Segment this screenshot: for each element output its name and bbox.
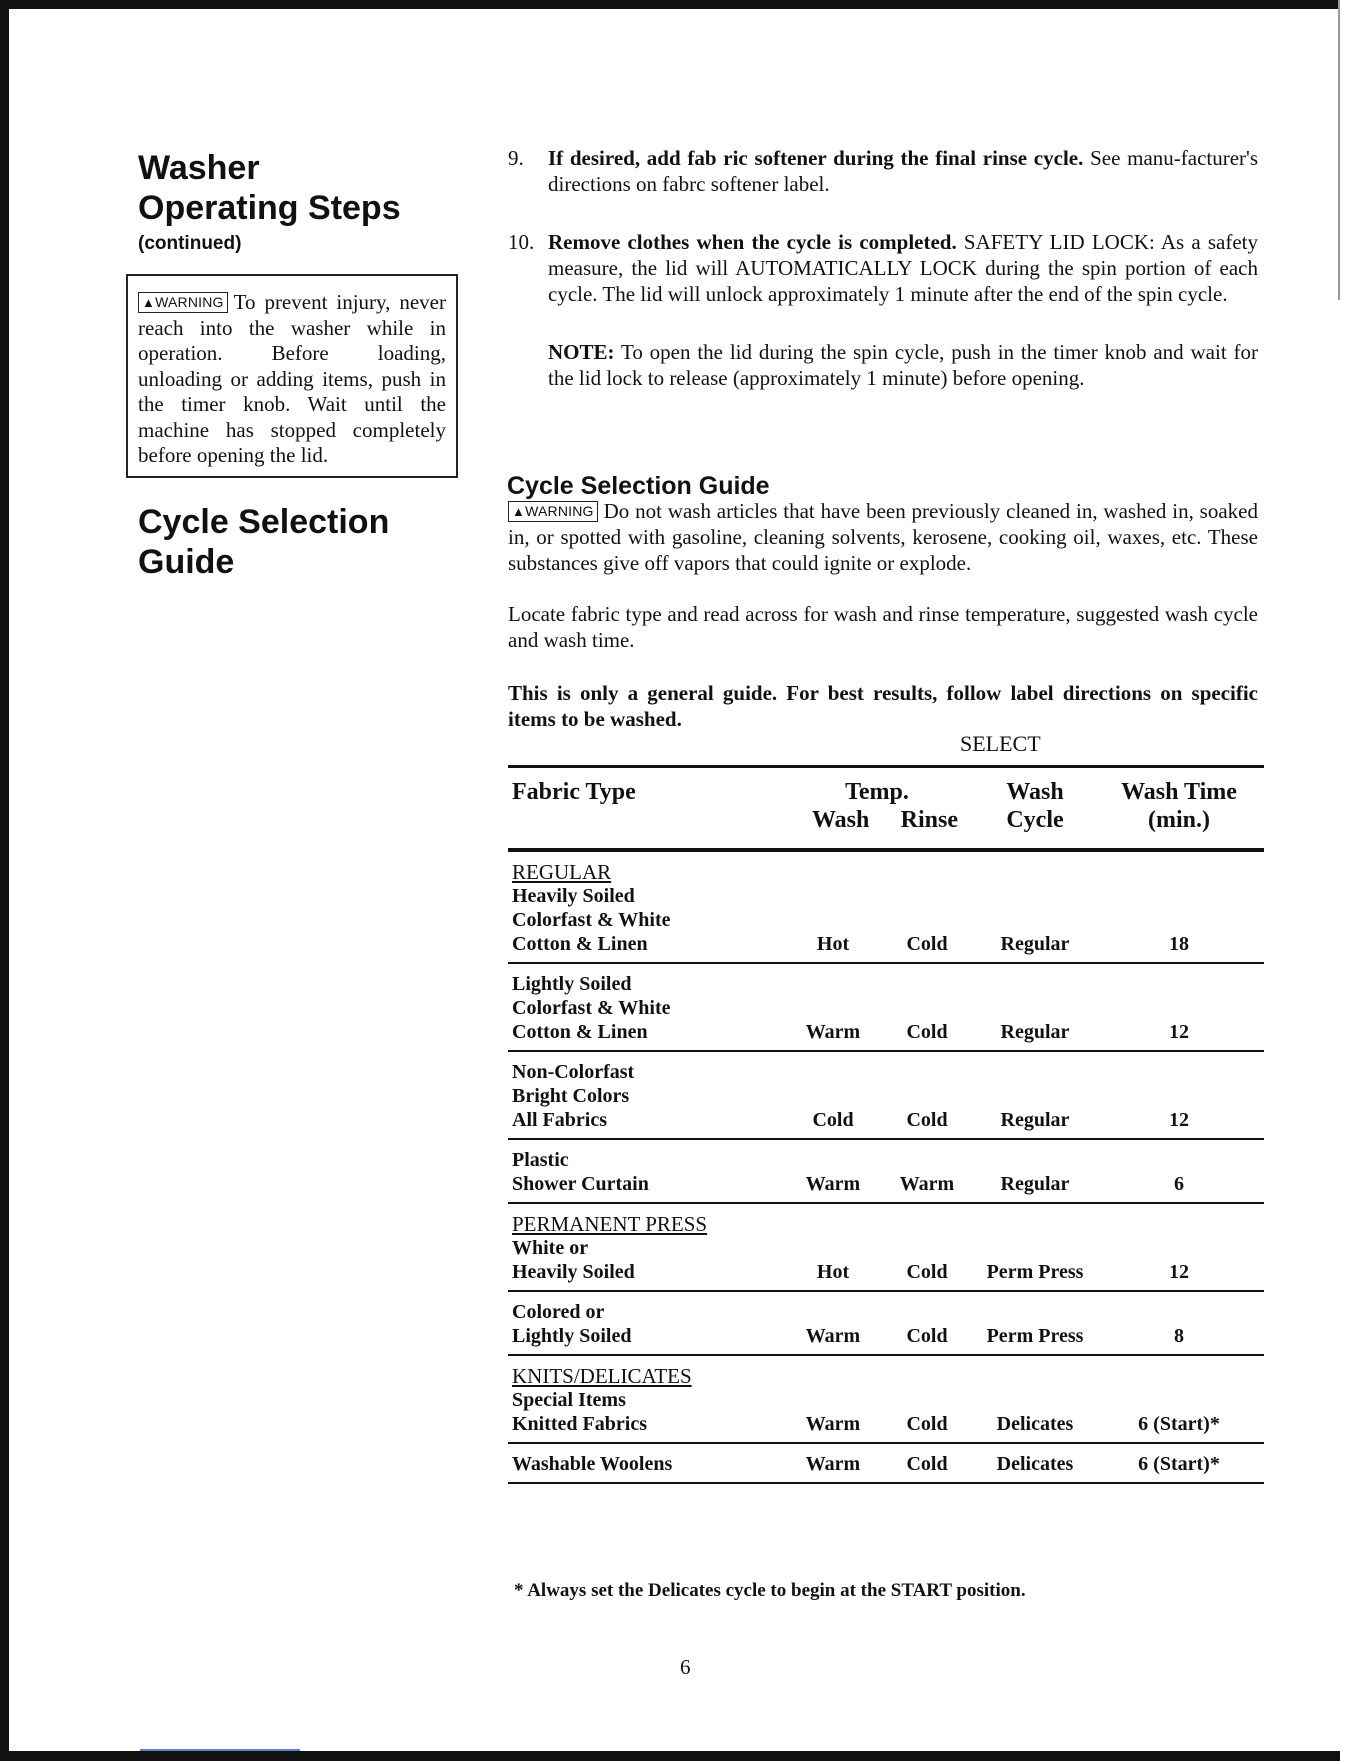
- step-note: [508, 339, 1258, 391]
- wash-time-cell: 6: [1094, 1139, 1264, 1203]
- table-row: [508, 850, 1264, 963]
- page-border-right: [1338, 0, 1340, 300]
- fabric-line: Cotton & Linen: [512, 1021, 648, 1043]
- guide-title-line2: Guide: [138, 543, 235, 581]
- fabric-type-cell: [508, 1291, 788, 1355]
- guide-warning: [508, 498, 1258, 576]
- rinse-temp-cell: Warm: [878, 1139, 976, 1203]
- select-label: SELECT: [960, 731, 1041, 756]
- rinse-temp-cell: Cold: [878, 1443, 976, 1483]
- guide-warning-text: Do not wash articles that have been previously cleaned in, washed in, soaked in, or spotted with gasoline, cleaning solvents, kerosene, cooking oil, waxes, etc. These substances give off vapors that could ignite or explode.: [508, 499, 1258, 575]
- wash-cycle-cell: Delicates: [976, 1355, 1094, 1443]
- header-fabric-type: Fabric Type: [508, 767, 788, 851]
- table-row: [508, 1051, 1264, 1139]
- fabric-line: Heavily Soiled: [512, 1261, 635, 1283]
- wash-cycle-cell: Regular: [976, 850, 1094, 963]
- step-bold: Remove clothes when the cycle is completed.: [548, 230, 957, 254]
- wash-cycle-cell: Regular: [976, 1051, 1094, 1139]
- fabric-category: KNITS/DELICATES: [512, 1364, 692, 1388]
- fabric-category: PERMANENT PRESS: [512, 1212, 708, 1236]
- locate-text: Locate fabric type and read across for wash and rinse temperature, suggested wash cycle and wash time.: [508, 602, 1258, 652]
- header-wash: Wash: [812, 807, 870, 833]
- fabric-line: Lightly Soiled: [512, 1325, 632, 1347]
- footnote: * Always set the Delicates cycle to begin at the START position.: [514, 1580, 1026, 1601]
- header-cycle-line2: Cycle: [1006, 807, 1064, 833]
- wash-time-cell: 12: [1094, 1203, 1264, 1291]
- warning-triangle-icon: ▲: [142, 295, 156, 310]
- step-number: 10.: [508, 230, 535, 254]
- fabric-type-cell: [508, 1139, 788, 1203]
- guide-heading: Cycle Selection Guide: [507, 472, 770, 500]
- step-text: SAFETY LID LOCK: As a safety measure, the lid will AUTOMATICALLY LOCK during the spin portion of each cycle. The lid will unlock approximately 1 minute after the end of the spin cycle.: [548, 230, 1258, 306]
- fabric-line: Heavily Soiled: [512, 885, 635, 907]
- section-title-line1: Washer: [138, 149, 260, 187]
- fabric-line: Lightly Soiled: [512, 973, 632, 995]
- fabric-line: Colorfast & White: [512, 997, 671, 1019]
- rinse-temp-cell: Cold: [878, 850, 976, 963]
- fabric-line: Colored or: [512, 1301, 605, 1323]
- header-rinse: Rinse: [900, 807, 958, 833]
- fabric-line: White or: [512, 1237, 589, 1259]
- table-header-row: [508, 767, 1264, 851]
- note-text: To open the lid during the spin cycle, push in the timer knob and wait for the lid lock to release (approximately 1 minute) before opening.: [548, 340, 1258, 390]
- fabric-line: Knitted Fabrics: [512, 1413, 647, 1435]
- continued-label: (continued): [138, 233, 242, 254]
- rinse-temp-cell: Cold: [878, 1051, 976, 1139]
- wash-time-cell: 12: [1094, 1051, 1264, 1139]
- wash-time-cell: 6 (Start)*: [1094, 1443, 1264, 1483]
- table-row: [508, 1355, 1264, 1443]
- header-cycle-line1: Wash: [1006, 779, 1064, 805]
- section-title-line2: Operating Steps: [138, 189, 401, 227]
- warning-tag: [138, 292, 228, 313]
- wash-temp-cell: Warm: [788, 963, 878, 1051]
- step-text: See manu-facturer's directions on fabrc softener label.: [548, 146, 1258, 196]
- note-label: NOTE:: [548, 340, 615, 364]
- wash-temp-cell: Warm: [788, 1139, 878, 1203]
- table-row: [508, 963, 1264, 1051]
- fabric-type-cell: [508, 850, 788, 963]
- wash-temp-cell: Warm: [788, 1291, 878, 1355]
- fabric-type-cell: [508, 1051, 788, 1139]
- fabric-line: All Fabrics: [512, 1109, 607, 1131]
- cycle-selection-table: [508, 765, 1264, 1484]
- wash-cycle-cell: Regular: [976, 963, 1094, 1051]
- rinse-temp-cell: Cold: [878, 963, 976, 1051]
- fabric-line: Special Items: [512, 1389, 626, 1411]
- header-time-line1: Wash Time: [1121, 779, 1237, 805]
- wash-cycle-cell: Delicates: [976, 1443, 1094, 1483]
- wash-temp-cell: Warm: [788, 1355, 878, 1443]
- guide-warning-tag: [508, 501, 598, 522]
- header-time-line2: (min.): [1148, 807, 1210, 833]
- warning-triangle-icon: ▲: [512, 504, 526, 519]
- header-temp: [788, 767, 976, 851]
- guide-title-line1: Cycle Selection: [138, 503, 390, 541]
- wash-time-cell: 18: [1094, 850, 1264, 963]
- fabric-line: Bright Colors: [512, 1085, 630, 1107]
- page-border-left: [0, 0, 9, 1761]
- warning-text: To prevent injury, never reach into the washer while in operation. Before loading, unloading or adding items, push in the timer knob. Wait until the machine has stopped completely before opening the lid.: [138, 290, 446, 467]
- fabric-type-cell: [508, 963, 788, 1051]
- table-row: [508, 1443, 1264, 1483]
- page-number: 6: [680, 1655, 691, 1679]
- header-wash-time: [1094, 767, 1264, 851]
- step-9: [508, 145, 1258, 197]
- step-number: 9.: [508, 146, 524, 170]
- warning-box: [126, 274, 458, 478]
- table-row: [508, 1291, 1264, 1355]
- fabric-line: Washable Woolens: [512, 1453, 673, 1475]
- table-row: [508, 1203, 1264, 1291]
- wash-cycle-cell: Perm Press: [976, 1291, 1094, 1355]
- wash-temp-cell: Warm: [788, 1443, 878, 1483]
- rinse-temp-cell: Cold: [878, 1291, 976, 1355]
- general-guide-text: This is only a general guide. For best results, follow label directions on specific items to be washed.: [508, 681, 1258, 731]
- fabric-type-cell: [508, 1443, 788, 1483]
- wash-temp-cell: Cold: [788, 1051, 878, 1139]
- rinse-temp-cell: Cold: [878, 1355, 976, 1443]
- step-10: [508, 229, 1258, 307]
- rinse-temp-cell: Cold: [878, 1203, 976, 1291]
- wash-cycle-cell: Regular: [976, 1139, 1094, 1203]
- page-border-top: [0, 0, 1340, 9]
- wash-cycle-cell: Perm Press: [976, 1203, 1094, 1291]
- wash-temp-cell: Hot: [788, 1203, 878, 1291]
- wash-time-cell: 8: [1094, 1291, 1264, 1355]
- header-wash-cycle: [976, 767, 1094, 851]
- wash-temp-cell: Hot: [788, 850, 878, 963]
- fabric-category: REGULAR: [512, 860, 612, 884]
- guide-warning-tag-label: WARNING: [525, 503, 594, 519]
- page-border-bottom: [0, 1751, 1340, 1761]
- fabric-line: Shower Curtain: [512, 1173, 649, 1195]
- scan-mark: [140, 1749, 300, 1751]
- fabric-line: Non-Colorfast: [512, 1061, 635, 1083]
- fabric-type-cell: [508, 1203, 788, 1291]
- step-bold: If desired, add fab ric softener during the final rinse cycle.: [548, 146, 1084, 170]
- fabric-line: Colorfast & White: [512, 909, 671, 931]
- wash-time-cell: 12: [1094, 963, 1264, 1051]
- fabric-line: Cotton & Linen: [512, 933, 648, 955]
- header-temp-label: Temp.: [845, 779, 909, 805]
- table-row: [508, 1139, 1264, 1203]
- fabric-type-cell: [508, 1355, 788, 1443]
- wash-time-cell: 6 (Start)*: [1094, 1355, 1264, 1443]
- warning-tag-label: WARNING: [155, 294, 224, 310]
- fabric-line: Plastic: [512, 1149, 569, 1171]
